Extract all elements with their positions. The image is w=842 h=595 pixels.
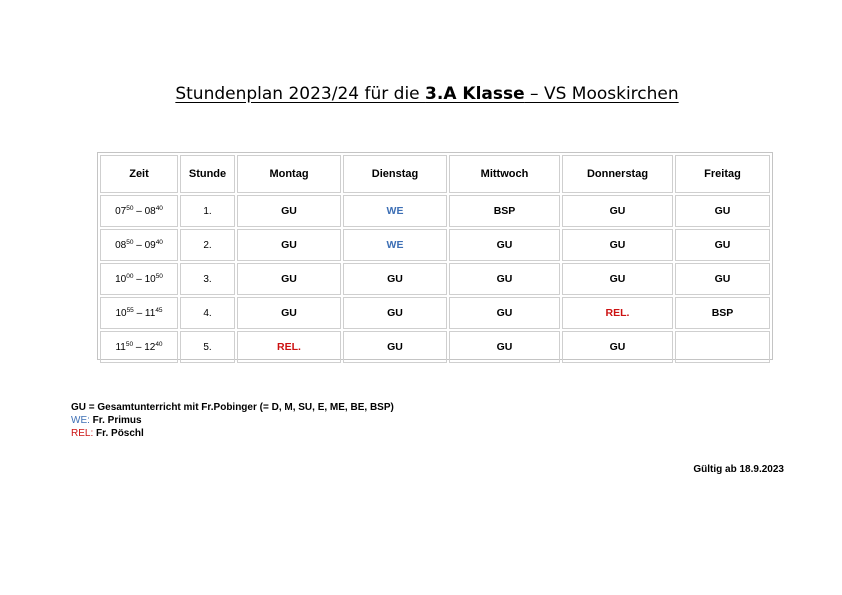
page-title: [0, 84, 842, 104]
time-h2: 09: [144, 239, 156, 251]
header-dienstag: Dienstag: [343, 155, 447, 193]
subject-cell-freitag: GU: [675, 263, 770, 295]
subject-cell-dienstag: GU: [343, 297, 447, 329]
time-sep: –: [133, 205, 145, 217]
time-m2: 50: [155, 272, 163, 280]
subject-cell-freitag: [675, 331, 770, 363]
subject-cell-freitag: GU: [675, 229, 770, 261]
title-suffix: – VS Mooskirchen: [524, 84, 679, 104]
time-m1: 50: [125, 340, 134, 348]
time-m2: 40: [155, 204, 163, 212]
subject-cell-mittwoch: BSP: [449, 195, 560, 227]
legend: [71, 401, 394, 440]
time-h2: 08: [144, 205, 156, 217]
subject-cell-freitag: GU: [675, 195, 770, 227]
header-row: [100, 155, 770, 193]
title-prefix: Stundenplan 2023/24 für die: [175, 84, 426, 104]
legend-we-key: WE:: [71, 415, 90, 426]
time-h2: 10: [144, 273, 156, 285]
time-m2: 45: [155, 306, 163, 314]
time-h2: 12: [144, 341, 156, 353]
header-mittwoch: Mittwoch: [449, 155, 560, 193]
header-zeit: Zeit: [100, 155, 178, 193]
subject-cell-dienstag: WE: [343, 229, 447, 261]
legend-gu: [71, 401, 394, 414]
timetable: [98, 153, 772, 365]
subject-cell-donnerstag: REL.: [562, 297, 673, 329]
header-montag: Montag: [237, 155, 341, 193]
period-cell: 5.: [180, 331, 235, 363]
legend-we: [71, 414, 394, 427]
subject-cell-montag: GU: [237, 229, 341, 261]
period-cell: 2.: [180, 229, 235, 261]
subject-cell-montag: GU: [237, 195, 341, 227]
legend-rel-text: Fr. Pöschl: [93, 428, 144, 439]
subject-cell-mittwoch: GU: [449, 229, 560, 261]
time-m2: 40: [155, 238, 163, 246]
subject-cell-donnerstag: GU: [562, 195, 673, 227]
time-h1: 08: [115, 239, 127, 251]
period-cell: 1.: [180, 195, 235, 227]
table-row: [100, 331, 770, 363]
subject-cell-dienstag: GU: [343, 331, 447, 363]
timetable-frame: [97, 152, 773, 360]
time-sep: –: [133, 273, 145, 285]
subject-cell-montag: GU: [237, 263, 341, 295]
time-m1: 50: [126, 204, 134, 212]
subject-cell-dienstag: GU: [343, 263, 447, 295]
title-class-name: 3.A Klasse: [425, 84, 525, 104]
time-h1: 10: [115, 273, 127, 285]
time-cell: [100, 263, 178, 295]
header-freitag: Freitag: [675, 155, 770, 193]
table-row: [100, 263, 770, 295]
period-cell: 4.: [180, 297, 235, 329]
subject-cell-freitag: BSP: [675, 297, 770, 329]
period-cell: 3.: [180, 263, 235, 295]
table-row: [100, 195, 770, 227]
time-cell: [100, 195, 178, 227]
legend-we-text: Fr. Primus: [89, 415, 142, 426]
time-m1: 50: [126, 238, 134, 246]
header-stunde: Stunde: [180, 155, 235, 193]
time-m1: 55: [126, 306, 134, 314]
time-m1: 00: [126, 272, 134, 280]
time-sep: –: [133, 239, 145, 251]
header-donnerstag: Donnerstag: [562, 155, 673, 193]
time-cell: [100, 331, 178, 363]
legend-rel-key: REL:: [71, 428, 94, 439]
time-sep: –: [133, 307, 145, 319]
legend-rel: [71, 427, 394, 440]
subject-cell-montag: REL.: [237, 331, 341, 363]
table-row: [100, 297, 770, 329]
subject-cell-donnerstag: GU: [562, 263, 673, 295]
time-h1: 07: [115, 205, 127, 217]
time-cell: [100, 297, 178, 329]
legend-gu-text: GU = Gesamtunterricht mit Fr.Pobinger (= D, M, SU, E, ME, BE, BSP): [71, 402, 394, 413]
time-h2: 11: [144, 307, 156, 319]
subject-cell-donnerstag: GU: [562, 331, 673, 363]
time-m2: 40: [155, 340, 163, 348]
subject-cell-donnerstag: GU: [562, 229, 673, 261]
time-cell: [100, 229, 178, 261]
time-h1: 11: [115, 341, 126, 353]
table-row: [100, 229, 770, 261]
subject-cell-mittwoch: GU: [449, 331, 560, 363]
subject-cell-mittwoch: GU: [449, 263, 560, 295]
subject-cell-montag: GU: [237, 297, 341, 329]
validity-date: Gültig ab 18.9.2023: [693, 464, 784, 475]
subject-cell-dienstag: WE: [343, 195, 447, 227]
time-sep: –: [133, 341, 145, 353]
time-h1: 10: [115, 307, 127, 319]
subject-cell-mittwoch: GU: [449, 297, 560, 329]
